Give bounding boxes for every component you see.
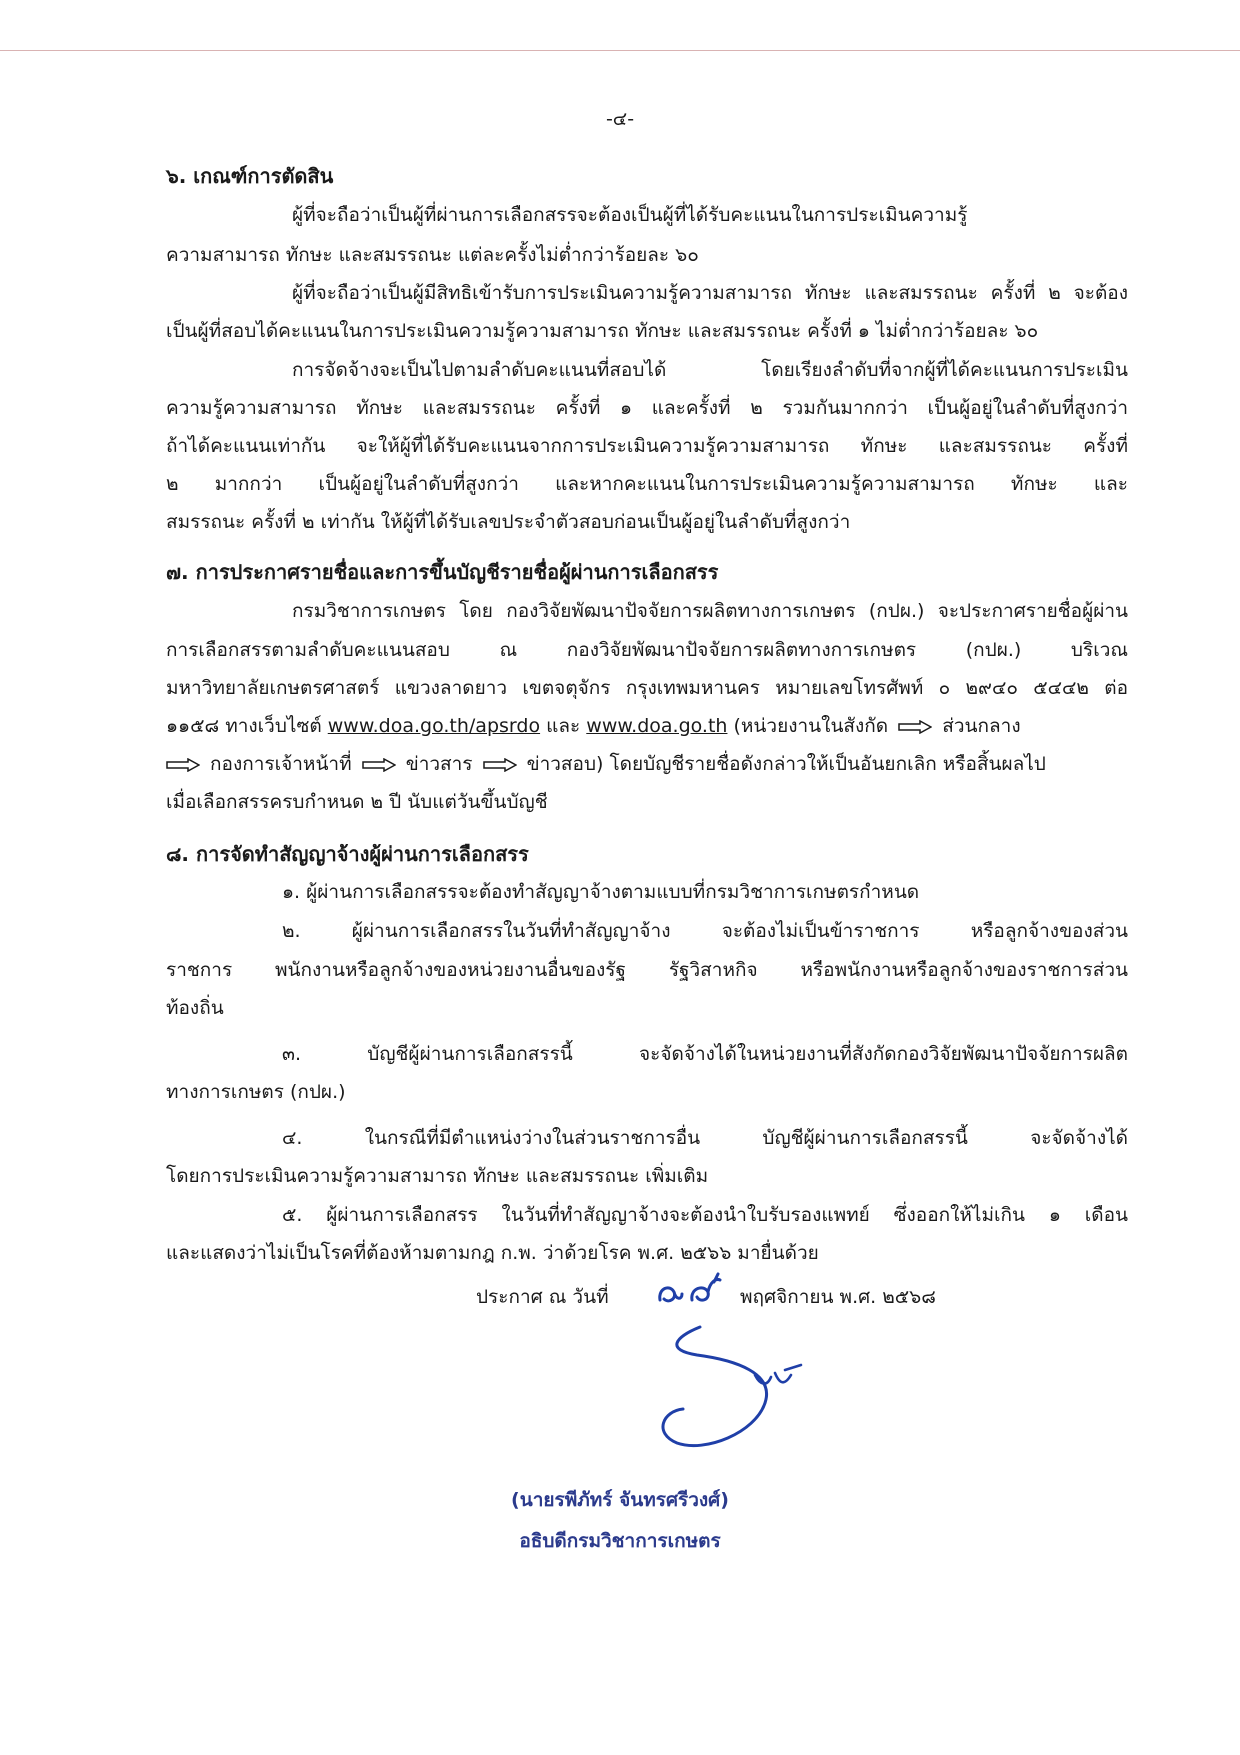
section-6-heading: ๖. เกณฑ์การตัดสิน [166, 164, 334, 188]
arrow-right-icon [362, 758, 396, 772]
s6-line-9: สมรรถนะ ครั้งที่ ๒ เท่ากัน ให้ผู้ที่ได้รับเลขประจำตัวสอบก่อนเป็นผู้อยู่ในลำดับที่สูงกว่า [166, 511, 851, 533]
s6-line-5: การจัดจ้างจะเป็นไปตามลำดับคะแนนที่สอบได้ โดยเรียงลำดับที่จากผู้ที่ได้คะแนนการประเมิน [292, 359, 1128, 381]
link-doa-apsrdo[interactable]: www.doa.go.th/apsrdo [327, 715, 541, 737]
s6-line-1: ผู้ที่จะถือว่าเป็นผู้ที่ผ่านการเลือกสรรจะต้องเป็นผู้ที่ได้รับคะแนนในการประเมินความรู้ [292, 204, 968, 226]
s7-line-4-text-c: (หน่วยงานในสังกัด [733, 715, 889, 737]
announce-suffix: พฤศจิกายน พ.ศ. ๒๕๖๘ [740, 1286, 936, 1308]
section-7-heading: ๗. การประกาศรายชื่อและการขึ้นบัญชีรายชื่อผู้ผ่านการเลือกสรร [166, 560, 719, 584]
s6-line-3: ผู้ที่จะถือว่าเป็นผู้มีสิทธิเข้ารับการประเมินความรู้ความสามารถ ทักษะ และสมรรถนะ ครั้งที่ ๒ จะต้อง [292, 282, 1128, 304]
arrow-right-icon [483, 758, 517, 772]
s6-line-8: ๒ มากกว่า เป็นผู้อยู่ในลำดับที่สูงกว่า และหากคะแนนในการประเมินความรู้ความสามารถ ทักษะ และ [166, 473, 1128, 495]
s8-line-5: ๓. บัญชีผู้ผ่านการเลือกสรรนี้ จะจัดจ้างได้ในหน่วยงานที่สังกัดกองวิจัยพัฒนาปัจจัยการผลิต [282, 1043, 1128, 1065]
s7-line-3: มหาวิทยาลัยเกษตรศาสตร์ แขวงลาดยาว เขตจตุจักร กรุงเทพมหานคร หมายเลขโทรศัพท์ ๐ ๒๙๔๐ ๕๔๔๒ ต่อ [166, 677, 1128, 699]
s7-line-4-text-b: และ [546, 715, 581, 737]
s6-line-2: ความสามารถ ทักษะ และสมรรถนะ แต่ละครั้งไม่ต่ำกว่าร้อยละ ๖๐ [166, 244, 699, 266]
s7-line-4-text-d: ส่วนกลาง [942, 715, 1021, 737]
top-margin-line [0, 50, 1240, 51]
signer-name: (นายรพีภัทร์ จันทรศรีวงศ์) [511, 1489, 729, 1511]
s7-line-5 [166, 749, 1046, 779]
s7-line-6: เมื่อเลือกสรรครบกำหนด ๒ ปี นับแต่วันขึ้นบัญชี [166, 791, 548, 813]
s7-line-1: กรมวิชาการเกษตร โดย กองวิจัยพัฒนาปัจจัยการผลิตทางการเกษตร (กปผ.) จะประกาศรายชื่อผู้ผ่าน [292, 600, 1128, 622]
s7-line-4 [166, 711, 1021, 741]
s8-line-7: ๔. ในกรณีที่มีตำแหน่งว่างในส่วนราชการอื่น บัญชีผู้ผ่านการเลือกสรรนี้ จะจัดจ้างได้ [282, 1127, 1128, 1149]
s6-line-6: ความรู้ความสามารถ ทักษะ และสมรรถนะ ครั้งที่ ๑ และครั้งที่ ๒ รวมกันมากกว่า เป็นผู้อยู่ในลำดับที่สูงกว่า [166, 397, 1128, 419]
announce-prefix: ประกาศ ณ วันที่ [476, 1286, 609, 1308]
page-number: -๔- [605, 108, 635, 130]
s7-line-5-text-c: ข่าวสอบ) โดยบัญชีรายชื่อดังกล่าวให้เป็นอันยกเลิก หรือสิ้นผลไป [526, 753, 1046, 775]
s8-line-2: ๒. ผู้ผ่านการเลือกสรรในวันที่ทำสัญญาจ้าง จะต้องไม่เป็นข้าราชการ หรือลูกจ้างของส่วน [282, 920, 1128, 942]
signer-title: อธิบดีกรมวิชาการเกษตร [519, 1530, 721, 1552]
s8-line-1: ๑. ผู้ผ่านการเลือกสรรจะต้องทำสัญญาจ้างตามแบบที่กรมวิชาการเกษตรกำหนด [282, 881, 920, 903]
signature-icon [605, 1315, 835, 1469]
s8-line-8: โดยการประเมินความรู้ความสามารถ ทักษะ และสมรรถนะ เพิ่มเติม [166, 1165, 709, 1187]
link-doa[interactable]: www.doa.go.th [586, 715, 728, 737]
s7-line-5-text-b: ข่าวสาร [405, 753, 473, 775]
s7-line-5-text-a: กองการเจ้าหน้าที่ [210, 753, 352, 775]
arrow-right-icon [898, 720, 932, 734]
s7-line-2: การเลือกสรรตามลำดับคะแนนสอบ ณ กองวิจัยพัฒนาปัจจัยการผลิตทางการเกษตร (กปผ.) บริเวณ [166, 639, 1128, 661]
s8-line-9: ๕. ผู้ผ่านการเลือกสรร ในวันที่ทำสัญญาจ้างจะต้องนำใบรับรองแพทย์ ซึ่งออกให้ไม่เกิน ๑ เดือน [282, 1204, 1128, 1226]
s6-line-7: ถ้าได้คะแนนเท่ากัน จะให้ผู้ที่ได้รับคะแนนจากการประเมินความรู้ความสามารถ ทักษะ และสมรรถนะ ครั้งที่ [166, 435, 1128, 457]
arrow-right-icon [166, 758, 200, 772]
s6-line-4: เป็นผู้ที่สอบได้คะแนนในการประเมินความรู้ความสามารถ ทักษะ และสมรรถนะ ครั้งที่ ๑ ไม่ต่ำกว่าร้อยละ ๖๐ [166, 320, 1039, 342]
s8-line-10: และแสดงว่าไม่เป็นโรคที่ต้องห้ามตามกฎ ก.พ. ว่าด้วยโรค พ.ศ. ๒๕๖๖ มายื่นด้วย [166, 1242, 819, 1264]
s8-line-6: ทางการเกษตร (กปผ.) [166, 1081, 346, 1103]
handwritten-day [652, 1270, 727, 1314]
s7-line-4-text-a: ๑๑๕๘ ทางเว็บไซต์ [166, 715, 322, 737]
section-8-heading: ๘. การจัดทำสัญญาจ้างผู้ผ่านการเลือกสรร [166, 842, 529, 866]
s8-line-4: ท้องถิ่น [166, 997, 224, 1019]
s8-line-3: ราชการ พนักงานหรือลูกจ้างของหน่วยงานอื่นของรัฐ รัฐวิสาหกิจ หรือพนักงานหรือลูกจ้างของราชการส่วน [166, 959, 1128, 981]
